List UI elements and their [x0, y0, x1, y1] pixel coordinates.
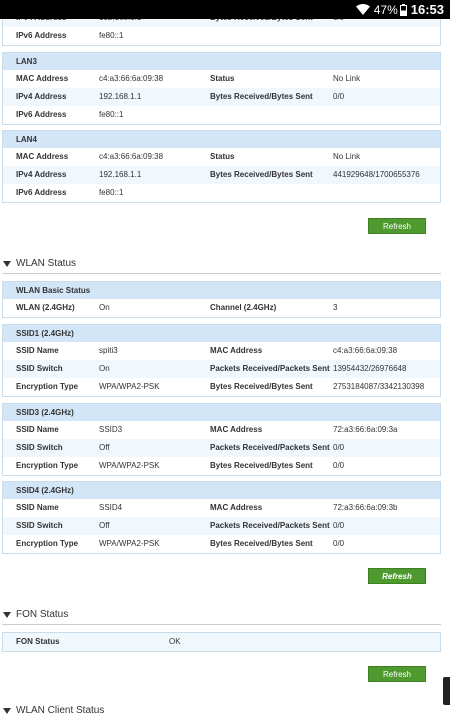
row-label: Encryption Type [16, 539, 79, 548]
row-value: SSID3 [99, 425, 123, 434]
table-row [3, 457, 440, 475]
row-label: MAC Address [16, 152, 69, 161]
table-row [3, 517, 440, 535]
table-row [3, 535, 440, 553]
row-label: Bytes Received/Bytes Sent [210, 539, 313, 548]
row-label: SSID Name [16, 425, 59, 434]
lan4-table [2, 130, 441, 203]
table-row [3, 299, 440, 317]
row-value: fe80::1 [99, 110, 124, 119]
row-value: 0/0 [333, 443, 345, 452]
row-label: Status [210, 74, 235, 83]
row-label: FON Status [16, 637, 60, 646]
table-row [3, 184, 440, 202]
section-title: WLAN Status [16, 258, 77, 269]
ssid3-table [2, 403, 441, 476]
table-row [3, 378, 440, 396]
row-value: WPA/WPA2-PSK [99, 539, 160, 548]
fon-status-table [2, 632, 441, 652]
table-row [3, 439, 440, 457]
table-header: WLAN Basic Status [3, 282, 440, 299]
row-value: 192.168.1.1 [99, 92, 142, 101]
table-row [3, 70, 440, 88]
table-row [3, 360, 440, 378]
row-label: Status [210, 152, 235, 161]
row-label: Channel (2.4GHz) [210, 303, 277, 312]
row-value: 72:a3:66:6a:09:3a [333, 425, 398, 434]
row-label: Bytes Received/Bytes Sent [210, 382, 313, 391]
row-label: MAC Address [210, 503, 263, 512]
collapse-triangle-icon [3, 261, 11, 267]
section-title: FON Status [16, 609, 69, 620]
wlan-client-status-section-header[interactable] [2, 704, 441, 720]
row-label: Packets Received/Packets Sent [210, 364, 330, 373]
row-value: 0/0 [333, 539, 345, 548]
row-value: 441929648/1700655376 [333, 170, 420, 179]
table-row [3, 27, 440, 45]
row-label: Bytes Received/Bytes Sent [210, 461, 313, 470]
row-value: SSID4 [99, 503, 123, 512]
table-row [3, 148, 440, 166]
row-label: Bytes Received/Bytes Sent [210, 92, 313, 101]
battery-icon [400, 4, 407, 16]
row-value: On [99, 364, 110, 373]
table-row [3, 106, 440, 124]
row-label: SSID Switch [16, 364, 63, 373]
collapse-triangle-icon [3, 612, 11, 618]
fon-refresh-button[interactable]: Refresh [368, 666, 426, 682]
table-header: LAN3 [3, 53, 440, 70]
row-value: WPA/WPA2-PSK [99, 461, 160, 470]
row-label: IPv6 Address [16, 110, 67, 119]
wlan-status-section-header[interactable] [2, 257, 441, 274]
clock: 16:53 [410, 2, 444, 17]
row-label: Bytes Received/Bytes Sent [210, 170, 313, 179]
ssid4-table [2, 481, 441, 554]
row-value: 3 [333, 303, 338, 312]
fon-status-section-header[interactable] [2, 608, 441, 625]
row-value: Off [99, 521, 110, 530]
row-label: SSID Switch [16, 443, 63, 452]
row-label: SSID Switch [16, 521, 63, 530]
row-value: 0/0 [333, 92, 345, 101]
row-value: Off [99, 443, 110, 452]
row-value: c4:a3:66:6a:09:38 [99, 74, 164, 83]
row-label: IPv4 Address [16, 92, 67, 101]
table-row [3, 499, 440, 517]
row-label: Packets Received/Packets Sent [210, 521, 330, 530]
table-row [3, 421, 440, 439]
section-title: WLAN Client Status [16, 705, 105, 716]
row-label: MAC Address [210, 425, 263, 434]
row-label: Packets Received/Packets Sent [210, 443, 330, 452]
row-value: fe80::1 [99, 31, 124, 40]
row-label: IPv6 Address [16, 31, 67, 40]
row-value: No Link [333, 74, 361, 83]
row-label: SSID Name [16, 346, 59, 355]
battery-percentage: 47% [373, 2, 398, 17]
row-value: c4:a3:66:6a:09:38 [99, 152, 164, 161]
row-value: 0/0 [333, 461, 345, 470]
table-header: SSID1 (2.4GHz) [3, 325, 440, 342]
row-value: On [99, 303, 110, 312]
row-value: 72:a3:66:6a:09:3b [333, 503, 398, 512]
row-label: IPv4 Address [16, 170, 67, 179]
wlan-basic-table [2, 281, 441, 318]
row-value: 192.168.1.1 [99, 170, 142, 179]
row-label: Encryption Type [16, 382, 79, 391]
row-value: No Link [333, 152, 361, 161]
row-label: MAC Address [210, 346, 263, 355]
wlan-refresh-button[interactable]: Refresh [368, 568, 426, 584]
collapse-triangle-icon [3, 708, 11, 714]
row-value: 13954432/26976648 [333, 364, 407, 373]
row-value: 2753184087/3342130398 [333, 382, 425, 391]
table-header: SSID3 (2.4GHz) [3, 404, 440, 421]
row-value: fe80::1 [99, 188, 124, 197]
table-header: LAN4 [3, 131, 440, 148]
table-header: SSID4 (2.4GHz) [3, 482, 440, 499]
row-label: WLAN (2.4GHz) [16, 303, 75, 312]
edge-panel-handle[interactable] [443, 677, 450, 705]
table-row [3, 88, 440, 106]
row-value: WPA/WPA2-PSK [99, 382, 160, 391]
lan3-table [2, 52, 441, 125]
row-value: 0/0 [333, 521, 345, 530]
row-label: Encryption Type [16, 461, 79, 470]
row-label: IPv6 Address [16, 188, 67, 197]
row-value: c4:a3:66:6a:09:38 [333, 346, 398, 355]
row-value: OK [169, 637, 181, 646]
ssid1-table [2, 324, 441, 397]
row-label: MAC Address [16, 74, 69, 83]
lan-refresh-button[interactable]: Refresh [368, 218, 426, 234]
row-label: SSID Name [16, 503, 59, 512]
android-status-bar [0, 0, 450, 19]
table-row [3, 166, 440, 184]
table-row [3, 633, 440, 651]
wifi-icon [356, 4, 370, 15]
row-value: spiti3 [99, 346, 118, 355]
table-row [3, 342, 440, 360]
